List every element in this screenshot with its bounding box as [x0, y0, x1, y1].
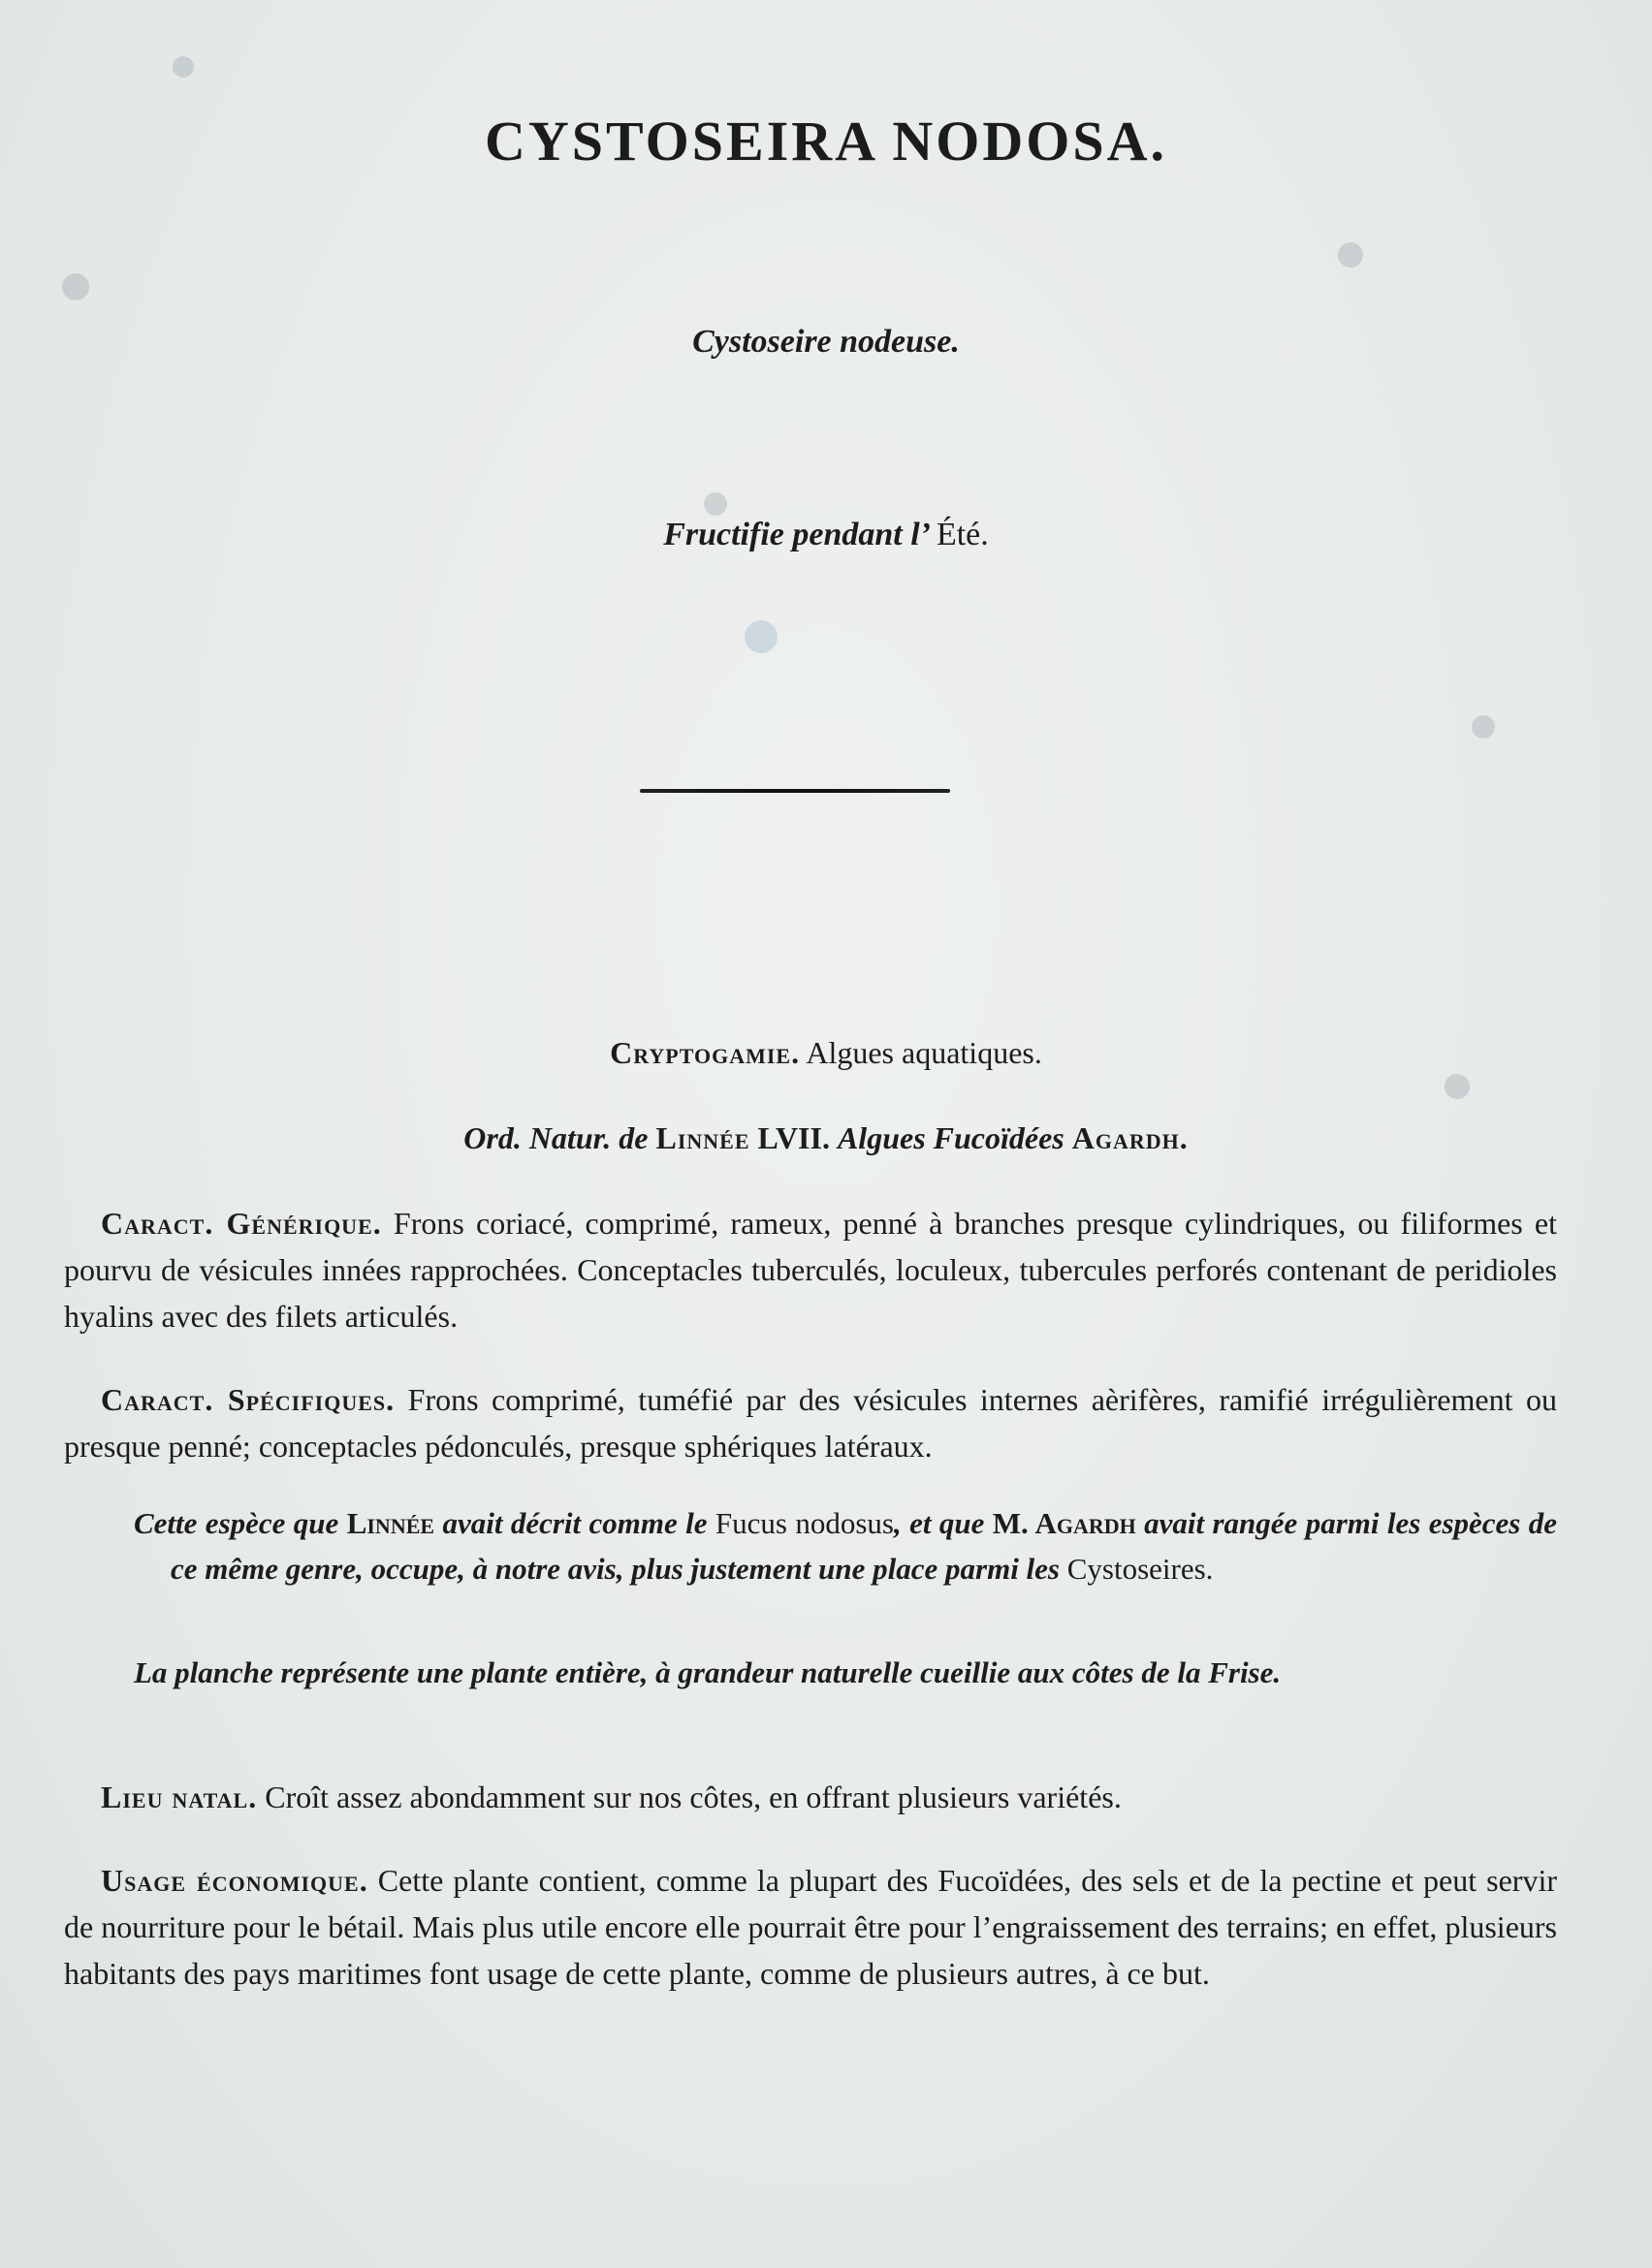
divider-rule	[640, 789, 950, 793]
note1-agardh: M. Agardh	[992, 1506, 1136, 1540]
paper-speck	[62, 273, 89, 300]
specific-character-paragraph	[64, 1376, 1557, 1469]
note1-fucus: Fucus nodosus	[715, 1506, 894, 1540]
habitat-paragraph	[64, 1774, 1557, 1820]
paper-speck	[1472, 715, 1495, 739]
order-author: Linnée	[655, 1120, 750, 1155]
note1-a: Cette espèce que	[134, 1506, 339, 1540]
note1-g: avait rangée parmi les espèces de ce même genre, occupe, à notre avis, plus justement une place parmi les	[171, 1506, 1558, 1586]
paper-speck	[704, 492, 727, 516]
specific-text: Frons comprimé, tuméfié par des vésicules internes aèrifères, ramifié irrégulièrement ou presque penné; conceptacles pédonculés, presque sphériques latéraux.	[64, 1382, 1558, 1464]
page-title: CYSTOSEIRA NODOSA.	[484, 110, 1167, 173]
fructification-line	[0, 517, 1652, 553]
usage-label: Usage économique.	[101, 1863, 368, 1898]
classification-line	[0, 1035, 1652, 1071]
fructification-season: Été.	[936, 517, 989, 552]
note1-e: , et que	[893, 1506, 985, 1540]
note1-c: avait décrit comme le	[442, 1506, 708, 1540]
order-family-author: Agardh.	[1071, 1120, 1189, 1155]
usage-text: Cette plante contient, comme la plupart des Fucoïdées, des sels et de la pectine et peut servir de nourriture pour le bétail. Mais plus utile encore elle pourrait être pour l’engraissement des terrains; en effet, plusieurs habitants des pays maritimes font usage de cette plante, comme de plusieurs autres, à ce but.	[64, 1863, 1558, 1991]
note1-cystoseires: Cystoseires.	[1066, 1552, 1214, 1586]
classification-label: Cryptogamie.	[610, 1035, 801, 1070]
paper-speck	[173, 56, 194, 78]
taxonomy-note	[134, 1500, 1558, 1591]
usage-paragraph	[64, 1857, 1557, 1997]
order-prefix: Ord. Natur. de	[463, 1120, 649, 1155]
french-name: Cystoseire nodeuse.	[692, 324, 960, 360]
specific-label: Caract. Spécifiques.	[101, 1382, 396, 1417]
paper-speck	[1338, 242, 1363, 268]
habitat-text: Croît assez abondamment sur nos côtes, en offrant plusieurs variétés.	[265, 1780, 1122, 1814]
fructification-italic: Fructifie pendant l’	[663, 517, 929, 552]
habitat-label: Lieu natal.	[101, 1780, 258, 1814]
generic-label: Caract. Générique.	[101, 1206, 382, 1241]
note1-linnee: Linnée	[346, 1506, 435, 1540]
classification-text: Algues aquatiques.	[806, 1035, 1042, 1070]
paper-speck	[745, 620, 778, 653]
order-number: LVII.	[757, 1120, 830, 1155]
paper-speck	[1445, 1074, 1470, 1099]
note2-text: La planche représente une plante entière, à grandeur naturelle cueillie aux côtes de la Frise.	[134, 1655, 1282, 1689]
generic-character-paragraph	[64, 1200, 1557, 1339]
plate-note	[134, 1650, 1557, 1695]
generic-text: Frons coriacé, comprimé, rameux, penné à branches presque cylindriques, ou filiformes et pourvu de vésicules innées rapprochées. Conceptacles tuberculés, loculeux, tubercules perforés contenant de peridioles hyalins avec des filets articulés.	[64, 1206, 1557, 1334]
order-line	[0, 1120, 1652, 1156]
order-family: Algues Fucoïdées	[837, 1120, 1064, 1155]
